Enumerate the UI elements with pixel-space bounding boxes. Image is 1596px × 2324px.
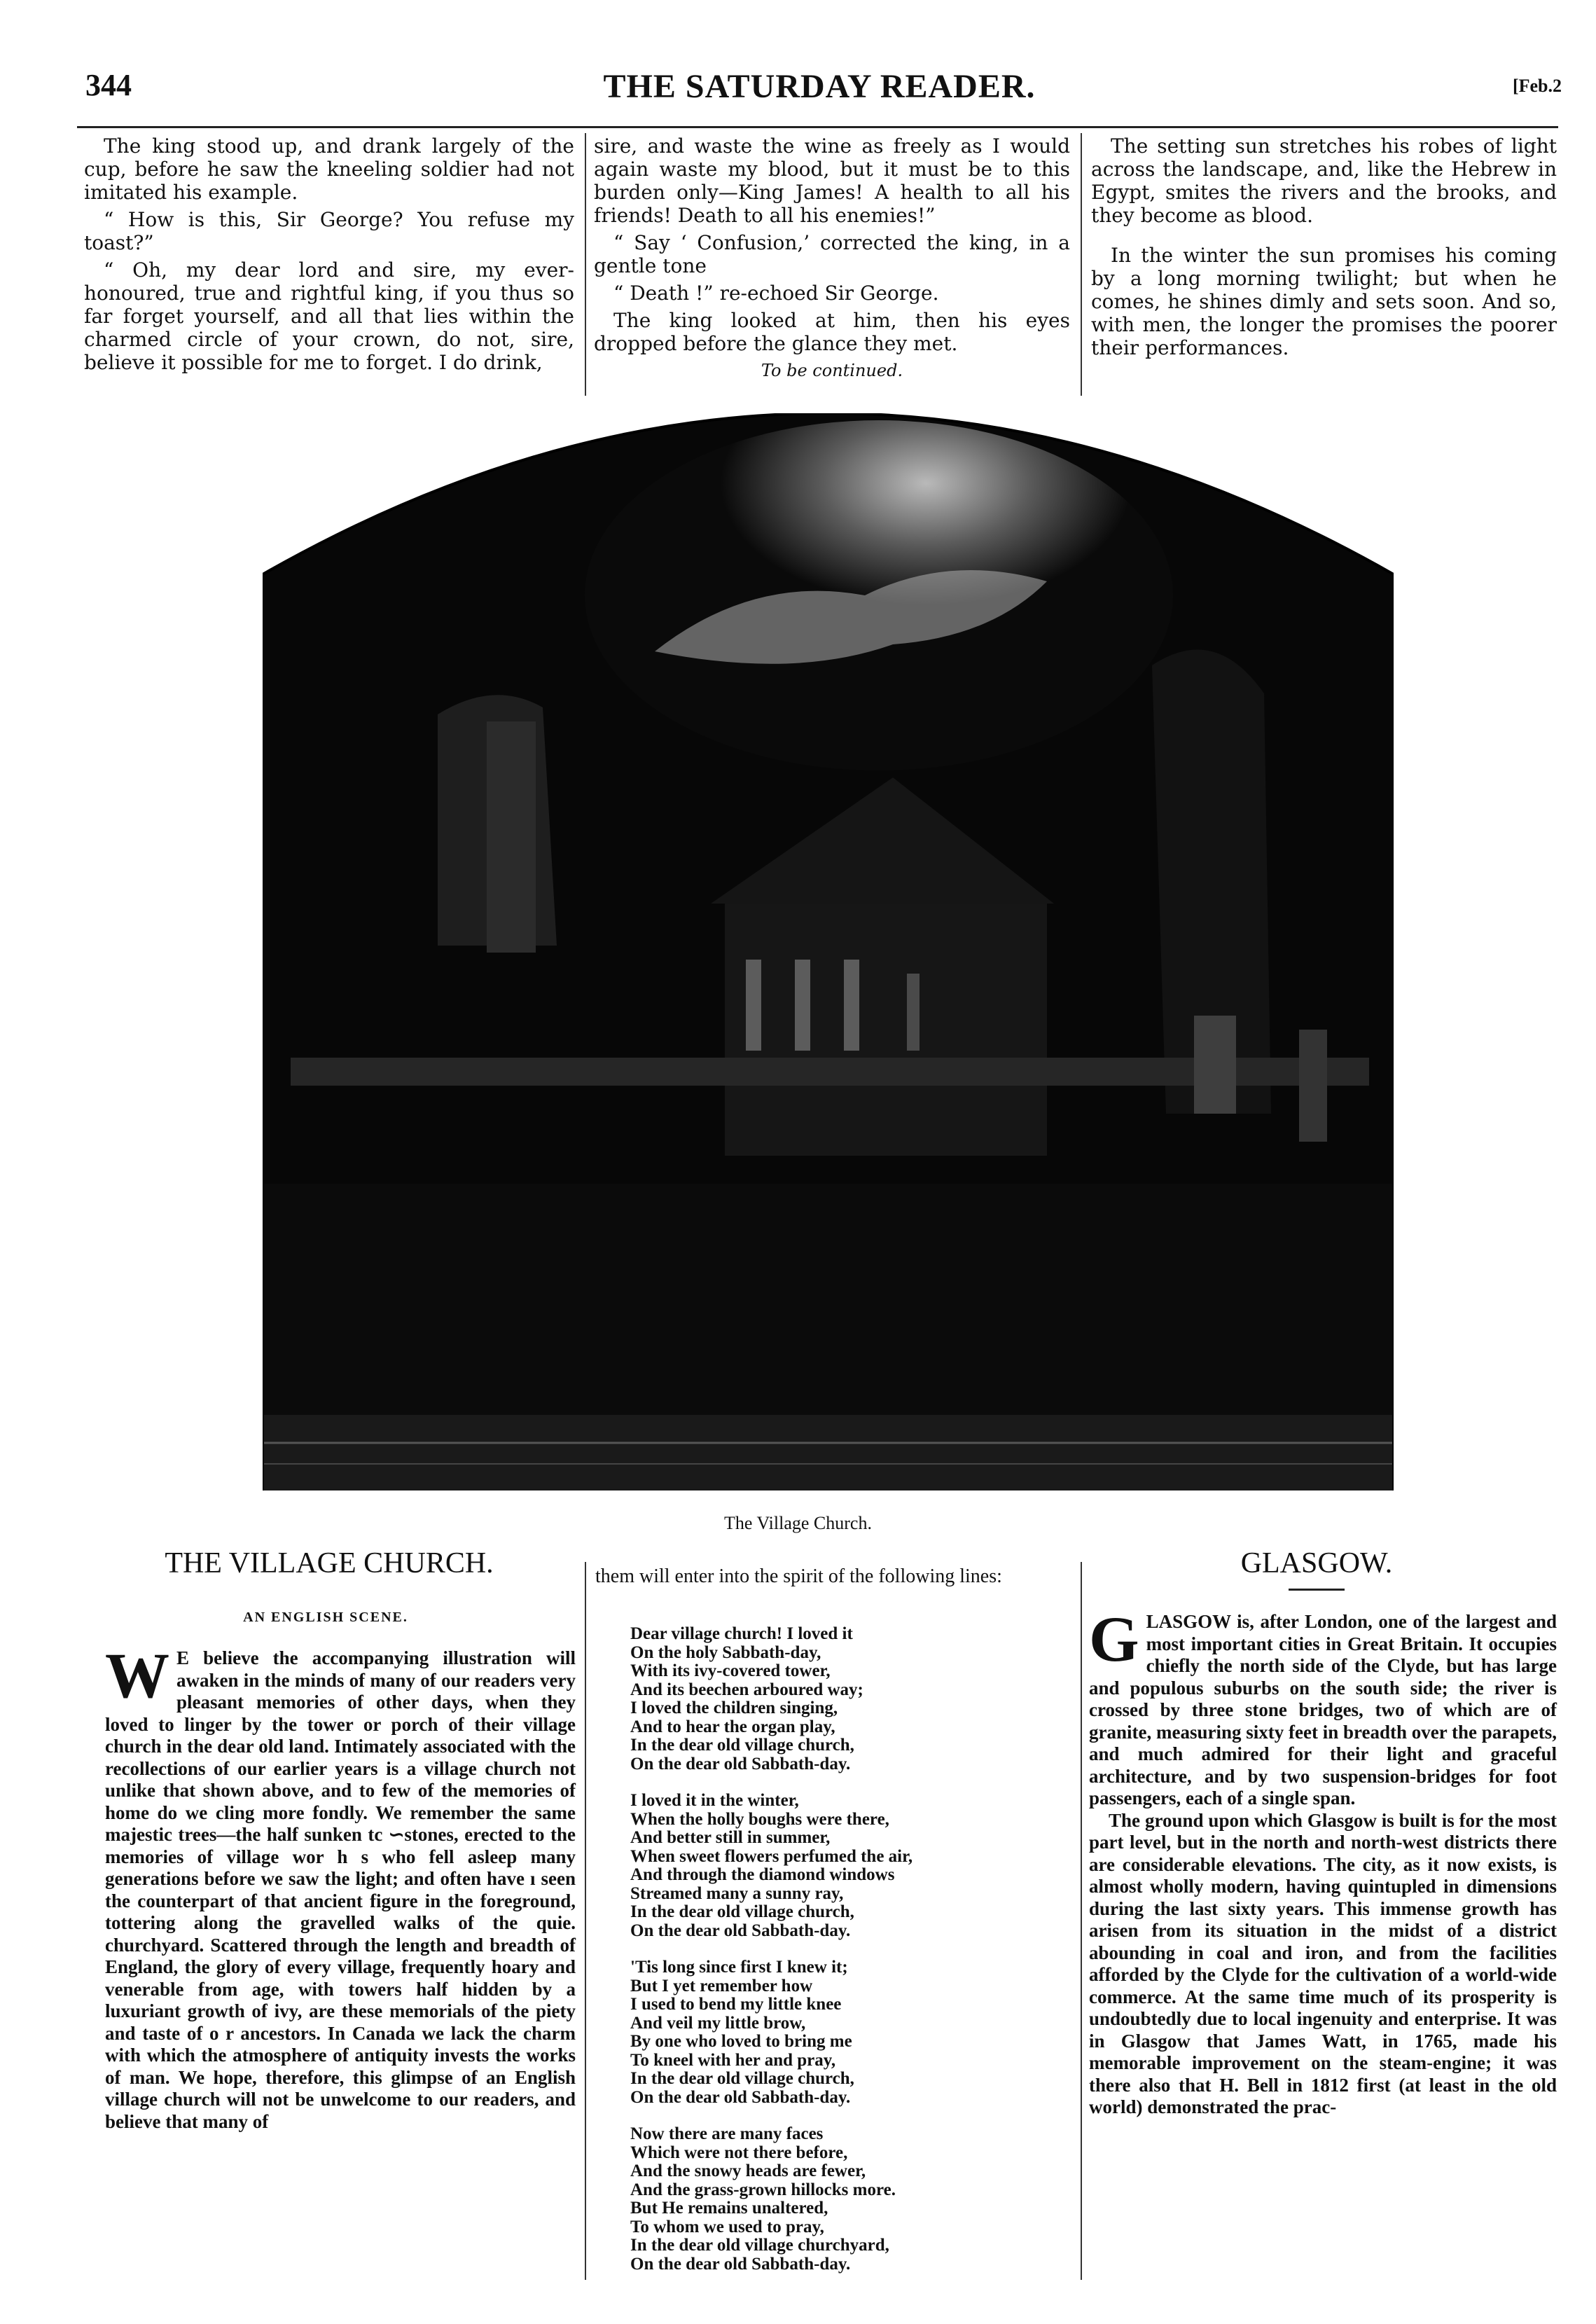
drop-cap: G <box>1089 1603 1139 1675</box>
poem-line: And to hear the organ play, <box>630 1717 835 1736</box>
poem-line: In the dear old village church, <box>630 1736 854 1755</box>
village-church-engraving <box>263 413 1394 1490</box>
paragraph: “ Oh, my dear lord and sire, my ever-honoured, true and rightful king, if you thus so far forget yourself, and all that lies within the charmed circle of your crown, do not, sire, believe it possible for me to forget. I do drink, <box>84 258 574 374</box>
poem-line: I loved the children singing, <box>630 1699 838 1717</box>
village-church-subheading: AN ENGLISH SCENE. <box>243 1610 408 1625</box>
paragraph: In the winter the sun promises his coming by a long morning twilight; but when he comes, he shines dimly and sets soon. And so, with men, the longer the promises the poorer their performances. <box>1091 244 1557 359</box>
poem-line: Now there are many faces <box>630 2124 824 2143</box>
paragraph: sire, and waste the wine as freely as I would again waste my blood, but it must be to this burden only—King James! A health to all his friends! Death to all his enemies!” <box>594 134 1070 227</box>
paragraph: “ Death !” re-echoed Sir George. <box>613 282 939 305</box>
illustration-caption: The Village Church. <box>724 1513 872 1533</box>
column-divider <box>585 133 586 396</box>
poem-line: I loved it in the winter, <box>630 1791 799 1810</box>
poem-line: In the dear old village church, <box>630 1902 854 1921</box>
poem-line: And its beechen arboured way; <box>630 1680 863 1699</box>
glasgow-body <box>1089 1603 1557 2119</box>
poem-line: In the dear old village churchyard, <box>630 2236 889 2255</box>
poem-line: To whom we used to pray, <box>630 2217 824 2236</box>
poem-line: In the dear old village church, <box>630 2069 854 2088</box>
heading-underline <box>1289 1589 1345 1591</box>
poem-line: I used to bend my little knee <box>630 1995 842 2014</box>
masthead-rule <box>77 126 1558 128</box>
poem-line: On the dear old Sabbath-day. <box>630 1921 851 1940</box>
top-column-3 <box>1091 134 1557 364</box>
poem-line: And the grass-grown hillocks more. <box>630 2180 896 2199</box>
poem-line: Which were not there before, <box>630 2143 848 2162</box>
poem-line: On the holy Sabbath-day, <box>630 1642 821 1662</box>
top-column-1 <box>84 134 574 378</box>
poem-line: With its ivy-covered tower, <box>630 1661 831 1680</box>
column-divider <box>1081 1562 1082 2280</box>
masthead <box>77 67 1562 109</box>
column-divider <box>1081 133 1082 396</box>
paragraph: The king stood up, and drank largely of the cup, before he saw the kneeling soldier had not imitated his example. <box>84 134 574 204</box>
publication-title: THE SATURDAY READER. <box>603 68 1036 105</box>
poem-line: When sweet flowers perfumed the air, <box>630 1846 913 1866</box>
poem-line: And better still in summer, <box>630 1828 831 1847</box>
article-text: LASGOW is, after London, one of the largest and most important cities in Great Britain. It occupies chiefly the north side of the Clyde, but has large and populous suburbs on the south side; the river is crossed by three stone bridges, two of which are of granite, measuring sixty feet in breadth over the parapets, and much admired for their light and graceful architecture, and by two suspension-bridges for foot passengers, each of a single span. <box>1089 1611 1557 1808</box>
paragraph: “ Say ‘ Confusion,’ corrected the king, in a gentle tone <box>594 231 1070 277</box>
paragraph: The setting sun stretches his robes of light across the landscape, and, like the Hebrew in Egypt, smites the rivers and the brooks, and they become as blood. <box>1091 134 1557 227</box>
poem-line: Streamed many a sunny ray, <box>630 1883 844 1903</box>
drop-cap: W <box>105 1640 169 1711</box>
continued-note: To be continued. <box>761 361 903 380</box>
poem-line: When the holly boughs were there, <box>630 1809 889 1829</box>
poem-line: By one who loved to bring me <box>630 2032 852 2051</box>
paragraph: “ How is this, Sir George? You refuse my toast?” <box>84 208 574 254</box>
poem-line: To kneel with her and pray, <box>630 2050 836 2070</box>
article-text: E believe the accompanying illustration will awaken in the minds of many of our readers very pleasant memories of other days, when they loved to linger by the tower or porch of their village church in the dear old land. Intimately associated with the recollections of our earlier years is a village church not unlike that shown above, and to few of the memories of home do we cling more fondly. We remember the same majestic trees—the half sunken tc ∽stones, erected to the memories of village wor h s who fell asleep many generations before we saw the light; and often have ı seen the counterpart of that ancient figure in the foreground, tottering along the gravelled walks of the quie. churchyard. Scattered through the length and breadth of England, the glory of every village, frequently hoary and venerable from age, with towers half hidden by a luxuriant growth of ivy, are these memorials of the piety and taste of o r ancestors. In Canada we lack the charm with which the atmosphere of antiquity invests the works of man. We hope, therefore, this glimpse of an English village church will not be unwelcome to our readers, and believe that many of <box>105 1647 576 2132</box>
poem-line: Dear village church! I loved it <box>630 1624 853 1643</box>
glasgow-heading: GLASGOW. <box>1240 1547 1393 1579</box>
poem-line: 'Tis long since first I knew it; <box>630 1958 848 1977</box>
poem-line: But He remains unaltered, <box>630 2199 828 2218</box>
issue-date: [Feb.2 <box>1512 76 1562 96</box>
engraving-image <box>263 413 1394 1490</box>
poem-stanza <box>630 2125 1050 2274</box>
poem-line: And the snowy heads are fewer, <box>630 2162 866 2180</box>
top-column-2 <box>594 134 1070 382</box>
page-number: 344 <box>85 68 132 102</box>
poem-stanza <box>630 1792 1050 1940</box>
poem-stanza <box>630 1958 1050 2107</box>
poem-line: On the dear old Sabbath-day. <box>630 1754 851 1773</box>
poem-line: And veil my little brow, <box>630 2013 806 2033</box>
column-divider <box>585 1562 586 2280</box>
poem <box>630 1625 1050 2292</box>
poem-line: But I yet remember how <box>630 1976 813 1996</box>
poem-intro: them will enter into the spirit of the following lines: <box>595 1565 1002 1587</box>
article-text: The ground upon which Glasgow is built is for the most part level, but in the north and north-west districts there are considerable elevations. The city, as it now exists, is almost wholly modern, having quintupled in dimensions during the last sixty years. This immense growth has arisen from its situation in the midst of a district abounding in coal and iron, and from the facilities afforded by the Clyde for the cultivation of a world-wide commerce. At the same time much of its prosperity is undoubtedly due to local ingenuity and enterprise. It was in Glasgow that James Watt, in 1765, made his memorable improvement on the steam-engine; it was there also that H. Bell in 1812 first (at least in the old world) demonstrated the prac- <box>1089 1809 1557 2117</box>
village-church-body <box>105 1640 576 2133</box>
poem-line: And through the diamond windows <box>630 1865 895 1884</box>
poem-line: On the dear old Sabbath-day. <box>630 2254 851 2274</box>
poem-line: On the dear old Sabbath-day. <box>630 2087 851 2107</box>
poem-stanza <box>630 1625 1050 1773</box>
village-church-heading: THE VILLAGE CHURCH. <box>165 1547 494 1579</box>
paragraph: The king looked at him, then his eyes dropped before the glance they met. <box>594 309 1070 355</box>
